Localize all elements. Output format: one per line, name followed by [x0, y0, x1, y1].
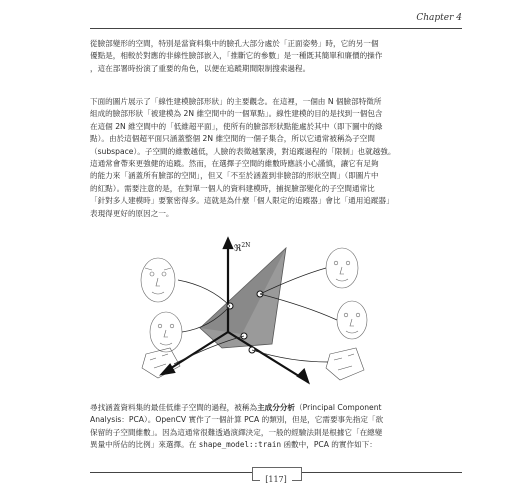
face-sketch-left-bottom [150, 312, 182, 352]
face-sketch-right-middle [337, 301, 367, 339]
paragraph-1-line: ，這在部署時扮演了重要的角色，以便在追蹤期間限制搜索過程。 [90, 63, 311, 73]
paragraph-2 [90, 96, 462, 220]
subspace-diagram [130, 236, 370, 386]
pca-term: 主成分分析 [257, 403, 296, 412]
paragraph-3-line-2: Analysis：PCA）。OpenCV 實作了一個計算 PCA 的類別，但是，它需要事先指定「欲 [90, 415, 384, 425]
paragraph-3-line-4-post: 函數中，PCA 的實作如下： [281, 440, 377, 450]
page-number: [117] [260, 475, 292, 485]
paragraph-1-line: 優點是，相較於對應的非線性臉部嵌入，「推斷它的參數」是一種既其簡單和廉價的操作 [90, 51, 383, 61]
paragraph-1-line: 從臉部變形的空間，特別是當資料集中的臉孔大部分處於「正面姿勢」時，它的另一個 [90, 39, 379, 48]
paragraph-3-line-1-pre: 尋找涵蓋資料集的最佳低維子空間的過程，被稱為 [90, 403, 258, 412]
paragraph-2-line: 組成的臉部形狀「被建模為 2N 維空間中的一個單點」。線性建模的目的是找到一個包含 [90, 109, 383, 119]
paragraph-3-line-4 [90, 439, 462, 451]
paragraph-2-line: 下面的圖片展示了「線性建模臉部形狀」的主要觀念。在這裡，一個由 N 個臉部特徵所 [90, 97, 382, 106]
paragraph-3-line-4-pre: 異量中所佔的比例」來選擇。在 [90, 440, 199, 450]
paragraph-2-line: 這通常會帶來更強健的追蹤。然而，在選擇子空間的維數時應該小心謹慎，讓它有足夠 [90, 159, 379, 169]
paragraph-2-line: 「針對多人建模時」要緊密得多。這就是為什麼「個人限定的追蹤器」會比「通用追蹤器」 [90, 196, 394, 206]
paragraph-2-line: 表現得更好的原因之一。 [90, 208, 174, 218]
page-header [90, 14, 462, 29]
paragraph-3-line-1 [90, 402, 462, 414]
code-function-name: shape_model::train [198, 440, 282, 450]
paragraph-2-line: 的紅點）。需要注意的是，在對單一個人的資料建模時，捕捉臉部變化的子空間通常比 [90, 183, 375, 193]
chapter-label: Chapter 4 [416, 13, 462, 23]
paragraph-3-line-1-post: （Principal Component [295, 403, 382, 412]
paragraph-2-line: 的能力來「涵蓋所有臉部的空間」，但又「不至於涵蓋到非臉部的形狀空間」（即圖片中 [90, 171, 379, 181]
subspace-figure [130, 236, 370, 386]
paragraph-3 [90, 402, 462, 452]
page-footer [90, 472, 462, 487]
paragraph-1 [90, 38, 462, 75]
face-sketch-right-top [326, 248, 358, 288]
space-label: ℜ$^{2N}$ [234, 242, 251, 254]
page-number-value: 117 [268, 475, 284, 484]
face-sketch-left-top [141, 258, 175, 302]
paragraph-2-line: （subspace）。子空間的維數越低，人臉的表徵越緊湊，對追蹤過程的「限制」也就越強。 [90, 146, 396, 156]
paragraph-2-line: 在這個 2N 維空間中的「低維超平面」，使所有的臉部形狀點能處於其中（即下圖中的綠 [90, 121, 383, 131]
face-sketch-right-bottom [326, 348, 364, 380]
paragraph-2-line: 點）。由於這個超平面只涵蓋整個 2N 維空間的一個子集合，所以它通常被稱為子空間 [90, 134, 375, 144]
paragraph-3-line-3: 保留的子空間維數」。因為這通常很難透過演繹決定，一般的經驗法則是根據它「在總變 [90, 427, 383, 437]
